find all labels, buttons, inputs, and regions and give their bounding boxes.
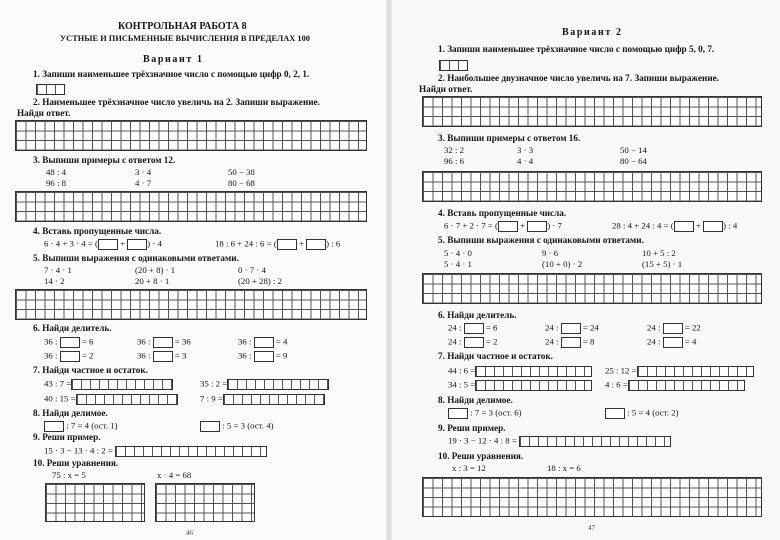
page-number: 46 <box>186 529 193 537</box>
task-6-dividend: 24 : <box>448 322 462 333</box>
task-3-expr: 50 − 38 <box>228 167 255 177</box>
task-6-dividend: 36 : <box>238 350 252 361</box>
task-6-text: 6. Найди делитель. <box>438 310 517 320</box>
task-7-label: 43 : 7 = <box>44 378 72 389</box>
task-10-eq: x · 4 = 68 <box>157 470 192 480</box>
task-7-label: 40 : 15 = <box>44 393 76 404</box>
task-6-result: = 2 <box>485 336 498 347</box>
task-6-expr <box>647 323 701 334</box>
missing-number-box[interactable] <box>674 221 694 232</box>
task-3-text: 3. Выпиши примеры с ответом 16. <box>438 133 581 143</box>
task-3-expr: 80 − 68 <box>228 178 255 188</box>
task-6-dividend: 24 : <box>545 336 559 347</box>
task-4-expr-part: ) · 7 <box>547 220 562 231</box>
task-7-expr <box>200 394 325 405</box>
task-7-expr <box>448 380 592 391</box>
divisor-box[interactable] <box>153 351 173 362</box>
task-9-text: 9. Реши пример. <box>33 432 101 442</box>
task-6-dividend: 36 : <box>44 350 58 361</box>
task-5-text: 5. Выпиши выражения с одинаковыми ответами. <box>438 235 644 245</box>
task-5-expr: (20 + 28) : 2 <box>238 276 283 286</box>
task-5-expr: 14 · 2 <box>44 276 65 286</box>
task-3-expr: 3 · 3 <box>517 145 534 155</box>
task-1-text: 1. Запиши наименьшее трёхзначное число с помощью цифр 5, 0, 7. <box>438 44 715 54</box>
task-7-expr <box>44 394 178 405</box>
task-5-expr: (15 + 5) · 1 <box>642 259 683 269</box>
task-8-expr <box>605 408 679 419</box>
task-7-expr <box>448 366 592 377</box>
task-10-text: 10. Реши уравнения. <box>438 451 524 461</box>
task-7-text: 7. Найди частное и остаток. <box>33 365 148 375</box>
task-6-expr <box>545 323 599 334</box>
divisor-box[interactable] <box>464 323 484 334</box>
dividend-box[interactable] <box>44 421 64 432</box>
task-6-dividend: 24 : <box>647 336 661 347</box>
task-7-label: 7 : 9 = <box>200 393 223 404</box>
task-6-expr <box>448 323 497 334</box>
task-3-expr: 50 − 14 <box>620 145 647 155</box>
task-10-eq: x : 3 = 12 <box>452 463 486 473</box>
task-4-expr-b <box>215 239 340 250</box>
task-6-result: = 24 <box>582 322 599 333</box>
task-4-expr-part: 18 : 6 + 24 : 6 = ( <box>215 238 277 249</box>
task-5-expr: 10 + 5 : 2 <box>642 248 676 258</box>
answer-cells[interactable] <box>519 436 671 447</box>
worksheet-subtitle: УСТНЫЕ И ПИСЬМЕННЫЕ ВЫЧИСЛЕНИЯ В ПРЕДЕЛАХ 100 <box>60 34 310 43</box>
task-6-dividend: 36 : <box>44 336 58 347</box>
task-4-expr-part: ) · 4 <box>147 238 162 249</box>
answer-cells[interactable] <box>475 366 592 377</box>
task-5-expr: 20 + 8 · 1 <box>135 276 170 286</box>
task-10-eq: 18 : x = 6 <box>547 463 581 473</box>
task-5-expr: (10 + 0) · 2 <box>542 259 583 269</box>
divisor-box[interactable] <box>561 337 581 348</box>
task-10-eq: 75 : x = 5 <box>52 470 86 480</box>
task-3-expr: 48 : 4 <box>46 167 67 177</box>
task-6-dividend: 24 : <box>448 336 462 347</box>
task-1-answer-cells[interactable] <box>439 57 468 73</box>
task-7-label: 4 : 6 = <box>605 379 628 390</box>
task-8-rest: : 5 = 4 (ост. 2) <box>627 407 679 418</box>
task-4-text: 4. Вставь пропущенные числа. <box>33 226 162 236</box>
answer-cells[interactable] <box>227 379 329 390</box>
task-10-grid-1[interactable] <box>45 483 145 522</box>
task-3-expr: 4 · 4 <box>517 156 534 166</box>
task-6-expr <box>448 337 497 348</box>
task-4-text: 4. Вставь пропущенные числа. <box>438 208 567 218</box>
task-7-label: 25 : 12 = <box>605 365 637 376</box>
task-6-dividend: 36 : <box>238 336 252 347</box>
task-6-text: 6. Найди делитель. <box>33 323 112 333</box>
divisor-box[interactable] <box>254 351 274 362</box>
answer-cells[interactable] <box>115 446 267 457</box>
task-4-expr-part: 28 : 4 + 24 : 4 = ( <box>612 220 674 231</box>
task-2-text-cont: Найди ответ. <box>17 108 71 118</box>
task-5-expr: 5 · 4 · 1 <box>444 259 472 269</box>
dividend-box[interactable] <box>605 408 625 419</box>
task-4-expr-part: + <box>695 220 701 231</box>
task-6-dividend: 24 : <box>647 322 661 333</box>
task-7-label: 44 : 6 = <box>448 365 476 376</box>
answer-cells[interactable] <box>223 394 325 405</box>
task-7-expr <box>605 366 754 377</box>
task-6-result: = 3 <box>174 350 187 361</box>
task-4-expr-part: ) : 4 <box>723 220 738 231</box>
task-4-expr-part: ) : 6 <box>326 238 341 249</box>
task-6-expr <box>545 337 594 348</box>
task-8-expr <box>200 421 274 432</box>
divisor-box[interactable] <box>254 337 274 348</box>
worksheet-title: КОНТРОЛЬНАЯ РАБОТА 8 <box>118 21 247 32</box>
task-6-dividend: 36 : <box>137 336 151 347</box>
task-3-expr: 80 − 64 <box>620 156 647 166</box>
task-7-text: 7. Найди частное и остаток. <box>438 351 553 361</box>
task-3-expr: 32 : 2 <box>444 145 465 155</box>
divisor-box[interactable] <box>60 337 80 348</box>
task-6-result: = 6 <box>485 322 498 333</box>
task-6-expr <box>238 351 287 362</box>
task-2-text-cont: Найди ответ. <box>419 84 473 94</box>
task-5-expr: (20 + 8) · 1 <box>135 265 176 275</box>
answer-cells[interactable] <box>71 379 173 390</box>
task-3-answer-grid[interactable] <box>422 171 762 202</box>
task-8-text: 8. Найди делимое. <box>438 395 513 405</box>
right-page <box>392 0 780 540</box>
answer-cells[interactable] <box>475 380 592 391</box>
task-6-result: = 6 <box>81 336 94 347</box>
task-6-result: = 8 <box>582 336 595 347</box>
task-7-label: 34 : 5 = <box>448 379 476 390</box>
task-6-result: = 2 <box>81 350 94 361</box>
task-5-expr: 7 · 4 · 1 <box>44 265 72 275</box>
task-8-text: 8. Найди делимое. <box>33 408 108 418</box>
task-5-expr: 5 · 4 · 0 <box>444 248 472 258</box>
task-6-result: = 4 <box>684 336 697 347</box>
task-4-expr-b <box>612 221 737 232</box>
task-10-grid-2[interactable] <box>155 483 255 522</box>
task-9-expr <box>44 446 267 457</box>
task-3-expr: 4 · 7 <box>135 178 152 188</box>
missing-number-box[interactable] <box>127 239 147 250</box>
task-9-label: 19 · 3 − 12 · 4 : 8 = <box>448 435 517 446</box>
task-6-result: = 36 <box>174 336 191 347</box>
divisor-box[interactable] <box>561 323 581 334</box>
divisor-box[interactable] <box>663 323 683 334</box>
task-1-answer-cells[interactable] <box>36 81 65 97</box>
task-6-result: = 22 <box>684 322 701 333</box>
task-4-expr-part: + <box>120 238 126 249</box>
answer-cells[interactable] <box>628 380 745 391</box>
task-7-label: 35 : 2 = <box>200 378 228 389</box>
task-9-text: 9. Реши пример. <box>438 423 506 433</box>
task-6-expr <box>647 337 696 348</box>
task-3-answer-grid[interactable] <box>15 191 367 222</box>
task-4-expr-a <box>44 239 162 250</box>
task-9-label: 15 · 3 − 13 · 4 : 2 = <box>44 445 113 456</box>
divisor-box[interactable] <box>60 351 80 362</box>
task-7-expr <box>605 380 745 391</box>
divisor-box[interactable] <box>153 337 173 348</box>
task-5-expr: 0 · 7 · 4 <box>238 265 266 275</box>
variant-heading: Вариант 2 <box>562 27 623 38</box>
task-8-rest: : 7 = 4 (ост. 1) <box>66 420 118 431</box>
answer-cells[interactable] <box>76 394 178 405</box>
task-1-text: 1. Запиши наименьшее трёхзначное число с помощью цифр 0, 2, 1. <box>33 69 310 79</box>
task-6-expr <box>44 337 93 348</box>
task-3-expr: 96 : 8 <box>46 178 67 188</box>
task-4-expr-part: + <box>520 220 526 231</box>
missing-number-box[interactable] <box>498 221 518 232</box>
task-6-expr <box>137 337 191 348</box>
task-6-expr <box>238 337 287 348</box>
dividend-box[interactable] <box>200 421 220 432</box>
task-5-answer-grid[interactable] <box>422 273 762 304</box>
task-4-expr-part: 6 · 4 + 3 · 4 = ( <box>44 238 98 249</box>
missing-number-box[interactable] <box>703 221 723 232</box>
task-4-expr-part: 6 · 7 + 2 · 7 = ( <box>444 220 498 231</box>
task-5-answer-grid[interactable] <box>15 289 367 320</box>
divisor-box[interactable] <box>464 337 484 348</box>
dividend-box[interactable] <box>448 408 468 419</box>
missing-number-box[interactable] <box>277 239 297 250</box>
task-8-expr <box>448 408 522 419</box>
task-2-text: 2. Наименьшее трёхзначное число увеличь на 2. Запиши выражение. <box>33 97 320 107</box>
task-6-result: = 4 <box>275 336 288 347</box>
task-6-expr <box>137 351 186 362</box>
missing-number-box[interactable] <box>527 221 547 232</box>
task-6-expr <box>44 351 93 362</box>
task-4-expr-a <box>444 221 562 232</box>
variant-heading: Вариант 1 <box>143 54 204 65</box>
task-8-rest: : 5 = 3 (ост. 4) <box>222 420 274 431</box>
task-6-result: = 9 <box>275 350 288 361</box>
task-7-expr <box>200 379 329 390</box>
task-2-answer-grid[interactable] <box>422 96 762 127</box>
task-4-expr-part: + <box>298 238 304 249</box>
task-6-dividend: 36 : <box>137 350 151 361</box>
task-10-answer-grid[interactable] <box>422 477 762 517</box>
answer-cells[interactable] <box>637 366 754 377</box>
missing-number-box[interactable] <box>306 239 326 250</box>
left-page <box>0 0 388 540</box>
task-3-text: 3. Выпиши примеры с ответом 12. <box>33 155 176 165</box>
task-9-expr <box>448 436 671 447</box>
page-number: 47 <box>588 524 595 532</box>
divisor-box[interactable] <box>663 337 683 348</box>
task-3-expr: 96 : 6 <box>444 156 465 166</box>
task-8-rest: : 7 = 3 (ост. 6) <box>470 407 522 418</box>
task-2-answer-grid[interactable] <box>15 120 367 151</box>
task-8-expr <box>44 421 118 432</box>
task-2-text: 2. Наибольшее двузначное число увеличь на 7. Запиши выражение. <box>438 73 719 83</box>
task-3-expr: 3 · 4 <box>135 167 152 177</box>
task-5-text: 5. Выпиши выражения с одинаковыми ответами. <box>33 253 239 263</box>
task-6-dividend: 24 : <box>545 322 559 333</box>
task-5-expr: 9 · 6 <box>542 248 559 258</box>
task-7-expr <box>44 379 173 390</box>
task-10-text: 10. Реши уравнения. <box>33 458 119 468</box>
missing-number-box[interactable] <box>98 239 118 250</box>
